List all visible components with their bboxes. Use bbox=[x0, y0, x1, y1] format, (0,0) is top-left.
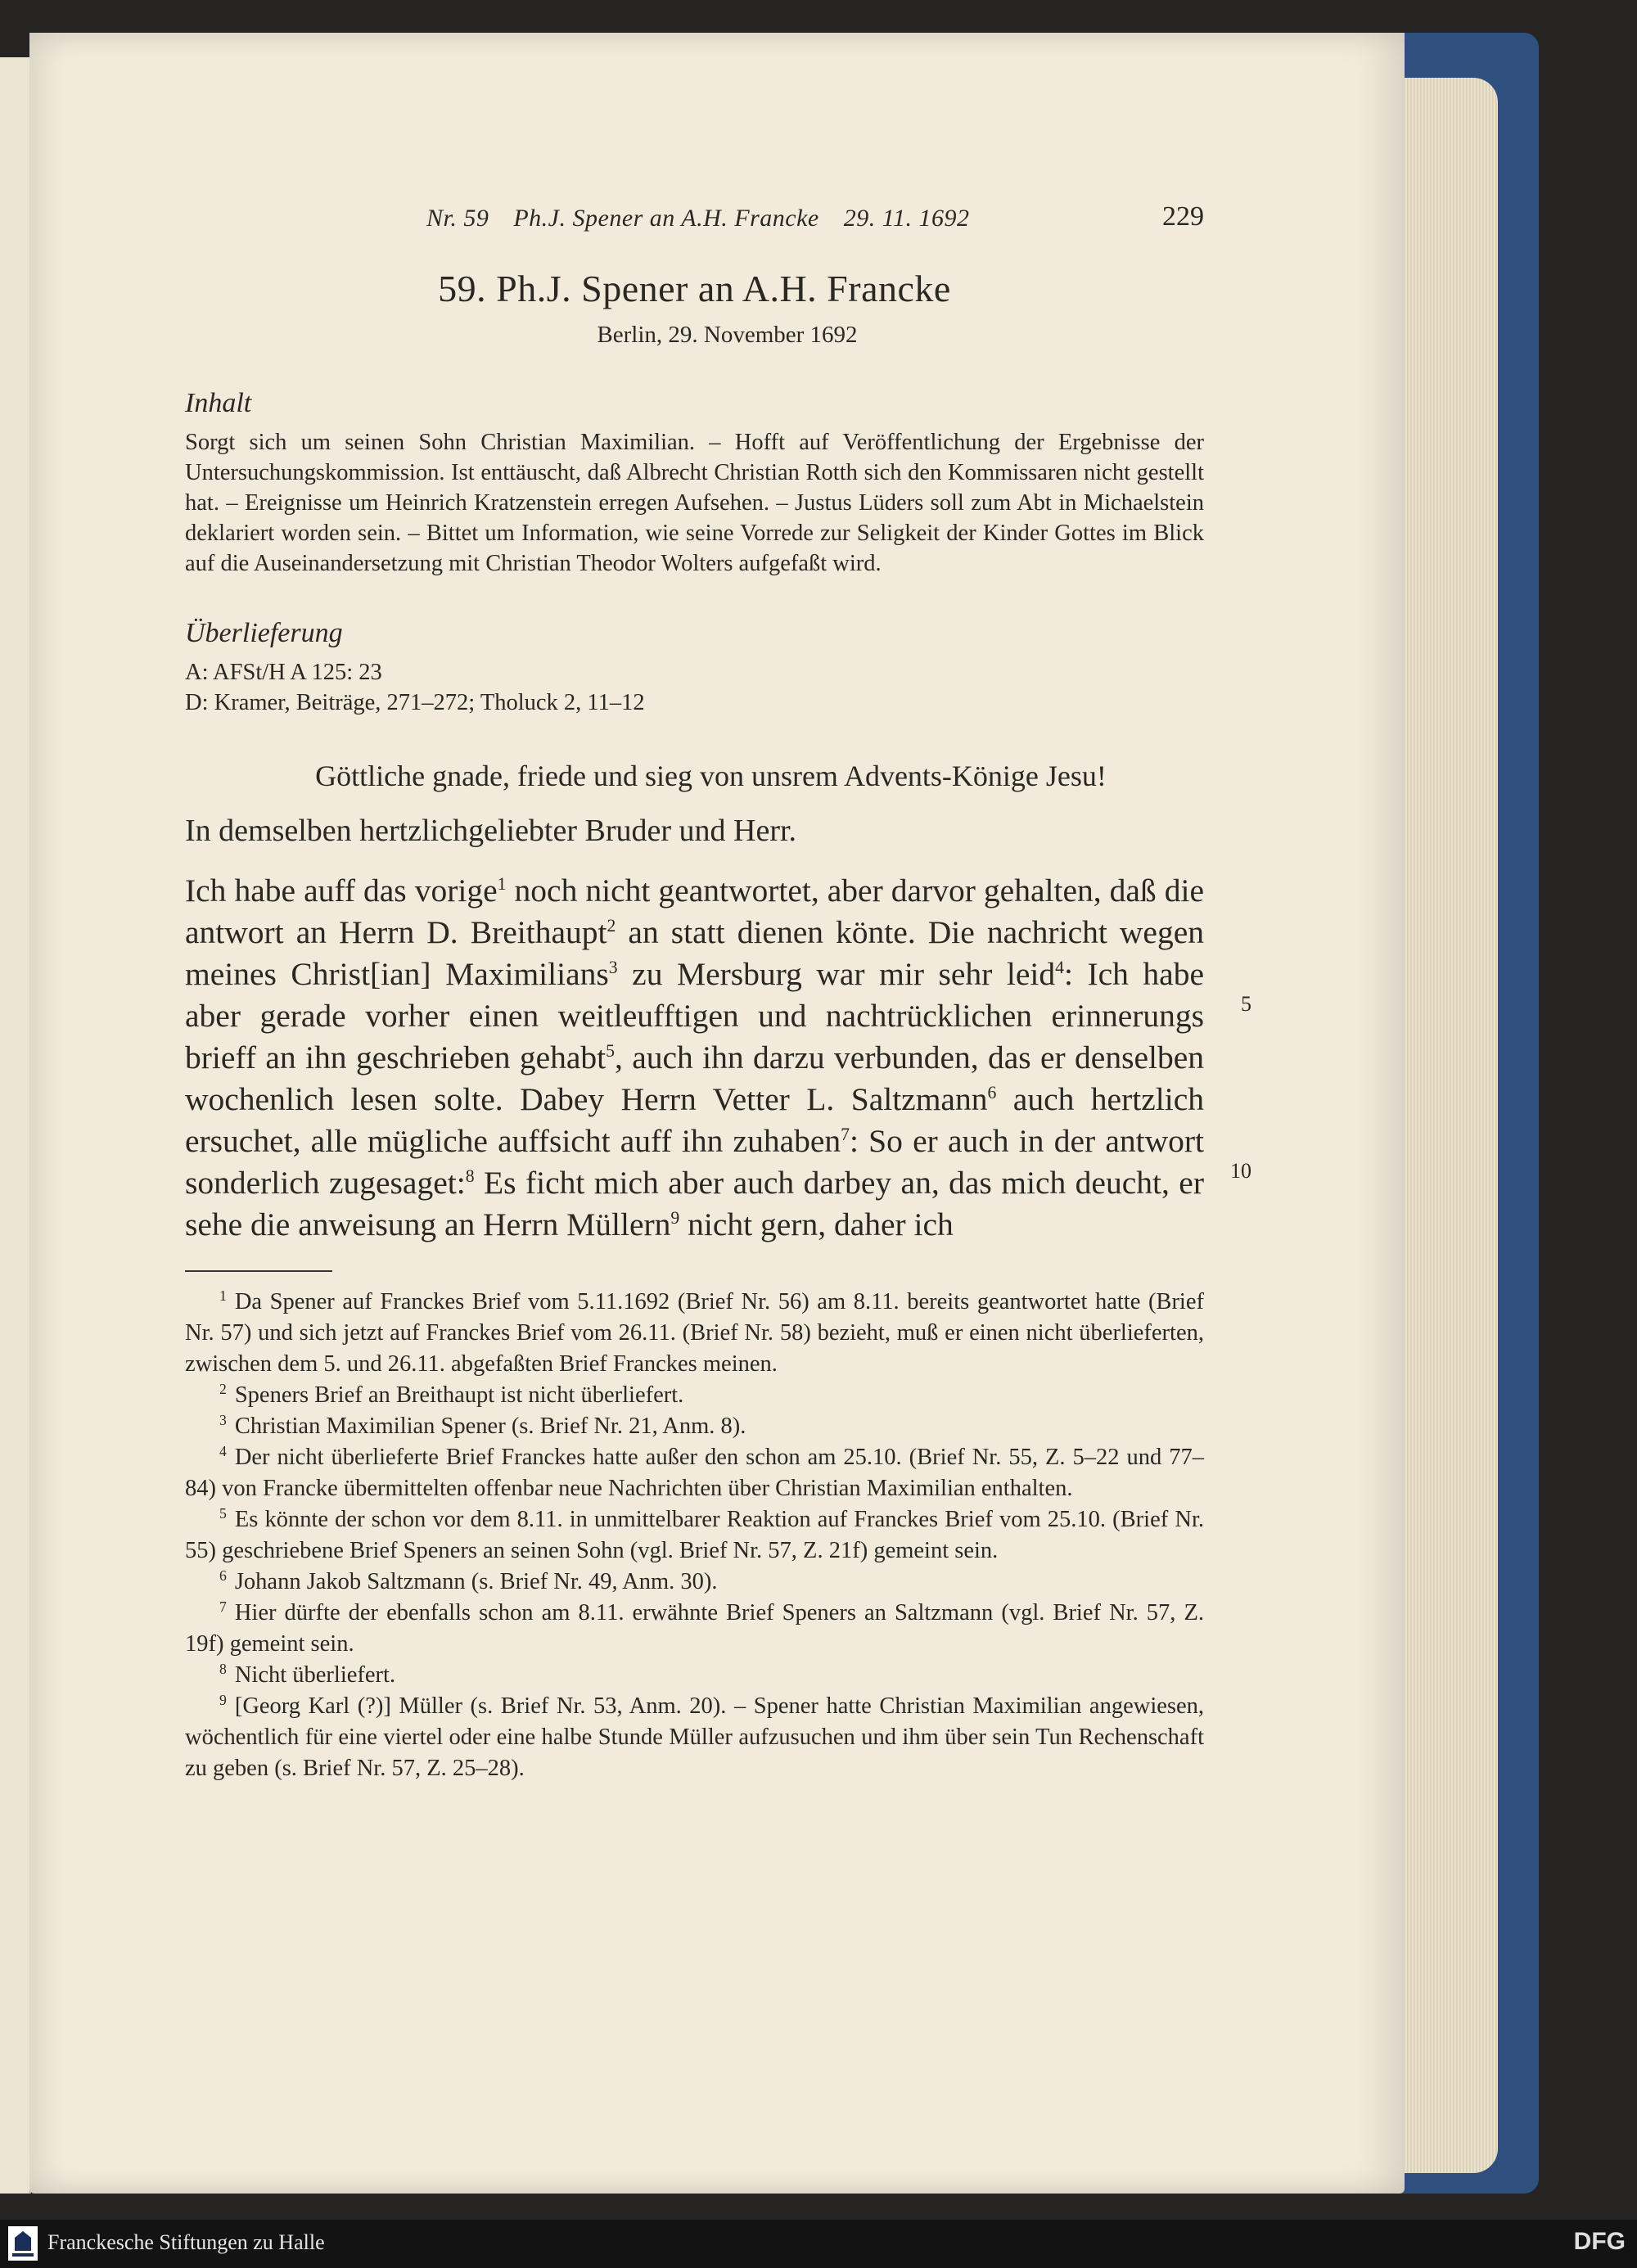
inhalt-text: Sorgt sich um seinen Sohn Christian Maximilian. – Hofft auf Veröffentlichung der Ergebnisse der Untersuchungskommission. Ist enttäuscht, daß Albrecht Christian Rotth sich den Kommissaren nicht gestellt hat. – Ereignisse um Heinrich Kratzenstein erregen Aufsehen. – Justus Lüders soll zum Abt in Michaelstein deklariert worden sein. – Bittet um Information, wie seine Vorrede zur Seligkeit der Kinder Gottes im Blick auf die Auseinandersetzung mit Christian Theodor Wolters aufgefaßt wird. bbox=[185, 430, 1204, 576]
letter-body bbox=[185, 870, 1251, 1246]
line-number: 10 bbox=[1230, 1159, 1251, 1183]
footnote-ref: 3 bbox=[608, 957, 618, 977]
footnote-ref: 4 bbox=[1055, 957, 1064, 977]
ueberlieferung-d: D: Kramer, Beiträge, 271–272; Tholuck 2, 11–12 bbox=[185, 690, 645, 715]
footnotes bbox=[185, 1287, 1204, 1784]
footnote: $^4$ Der nicht überlieferte Brief Franckes hatte außer den schon am 25.10. (Brief Nr. 55, Z. 5–22 und 77–84) von Francke übermittelten offenbar neue Nachrichten über Christian Maximilian enthalten. bbox=[185, 1442, 1204, 1501]
footnote: $^3$ Christian Maximilian Spener (s. Brief Nr. 21, Anm. 8). bbox=[219, 1411, 746, 1439]
ueberlieferung-a: A: AFSt/H A 125: 23 bbox=[185, 660, 382, 685]
running-title bbox=[426, 205, 987, 232]
inhalt-heading: Inhalt bbox=[185, 388, 252, 418]
footnote-ref: 5 bbox=[606, 1040, 615, 1061]
institution-name: Franckesche Stiftungen zu Halle bbox=[47, 2230, 325, 2254]
opening-line: In demselben hertzlichgeliebter Bruder und Herr. bbox=[185, 814, 797, 848]
footnote-ref: 1 bbox=[497, 873, 507, 894]
running-header bbox=[185, 201, 1204, 254]
footnote: $^1$ Da Spener auf Franckes Brief vom 5.11.1692 (Brief Nr. 56) am 8.11. bereits geantwortet hatte (Brief Nr. 57) und sich jetzt auf Franckes Brief vom 26.11. (Brief Nr. 58) bezieht, muß er einen nicht überlieferten, zwischen dem 5. und 26.11. abgefaßten Brief Franckes meinen. bbox=[185, 1287, 1204, 1377]
salutation: Göttliche gnade, friede und sieg von unsrem Advents-Könige Jesu! bbox=[315, 760, 1107, 792]
left-page-edge bbox=[0, 57, 31, 2194]
footnote: $^7$ Hier dürfte der ebenfalls schon am 8.11. erwähnte Brief Speners an Saltzmann (vgl. Brief Nr. 57, Z. 19f) gemeint sein. bbox=[185, 1598, 1204, 1657]
running-title-text: Ph.J. Spener an A.H. Francke bbox=[513, 205, 819, 232]
running-date: 29. 11. 1692 bbox=[843, 205, 970, 232]
letter-paragraph: Ich habe auff das vorige$^1$ noch nicht geantwortet, aber darvor gehalten, daß die antwort an Herrn D. Breithaupt$^2$ an statt dienen könte. Die nachricht wegen meines Christ[ian] Maximilians$^3$ zu Mersburg war mir sehr leid$^4$: Ich habe aber gerade vorher einen weitleufftigen und nachtrücklichen erinnerungs brieff an ihn geschrieben gehabt$^5$, auch ihn darzu verbunden, das er denselben wochenlich lesen solte. Dabey Herrn Vetter L. Saltzmann$^6$ auch hertzlich ersuchet, alle mügliche auffsicht auff ihn zuhaben$^7$: So er auch in der antwort sonderlich zugesaget:$^8$ Es ficht mich aber auch darbey an, das mich deucht, er sehe die anweisung an Herrn Müllern$^9$ nicht gern, daher ich bbox=[185, 872, 1204, 1242]
footnote-ref: 7 bbox=[841, 1124, 850, 1144]
institution-logo-icon bbox=[8, 2226, 38, 2261]
letter-place-date: Berlin, 29. November 1692 bbox=[597, 322, 858, 348]
footer-bar bbox=[0, 2220, 1637, 2268]
footnote: $^6$ Johann Jakob Saltzmann (s. Brief Nr. 49, Anm. 30). bbox=[219, 1567, 718, 1594]
footnote-ref: 2 bbox=[607, 915, 616, 936]
footnote: $^9$ [Georg Karl (?)] Müller (s. Brief Nr. 53, Anm. 20). – Spener hatte Christian Maximilian angewiesen, wöchentlich für eine viertel oder eine halbe Stunde Müller aufzusuchen und ihm über sein Tun Rechenschaft zu geben (s. Brief Nr. 57, Z. 25–28). bbox=[185, 1691, 1204, 1781]
footnote-ref: 6 bbox=[987, 1082, 997, 1102]
page-number: 229 bbox=[1162, 201, 1204, 232]
letter-title: 59. Ph.J. Spener an A.H. Francke bbox=[438, 268, 951, 309]
footnote: $^8$ Nicht überliefert. bbox=[219, 1660, 396, 1688]
footnote-ref: 8 bbox=[465, 1166, 475, 1186]
ueberlieferung-heading: Überlieferung bbox=[185, 618, 343, 648]
page-content bbox=[185, 201, 1251, 1784]
footnote: $^2$ Speners Brief an Breithaupt ist nicht überliefert. bbox=[219, 1380, 684, 1408]
footnote-rule bbox=[185, 1270, 332, 1272]
dfg-logo: DFG bbox=[1573, 2228, 1626, 2255]
book-page bbox=[29, 33, 1405, 2194]
line-number: 5 bbox=[1241, 992, 1251, 1016]
footnote-ref: 9 bbox=[670, 1207, 680, 1228]
footnote: $^5$ Es könnte der schon vor dem 8.11. in unmittelbarer Reaktion auf Franckes Brief vom 25.10. (Brief Nr. 55) geschriebene Brief Speners an seinen Sohn (vgl. Brief Nr. 57, Z. 21f) gemeint sein. bbox=[185, 1504, 1204, 1563]
letter-number: Nr. 59 bbox=[426, 205, 489, 232]
